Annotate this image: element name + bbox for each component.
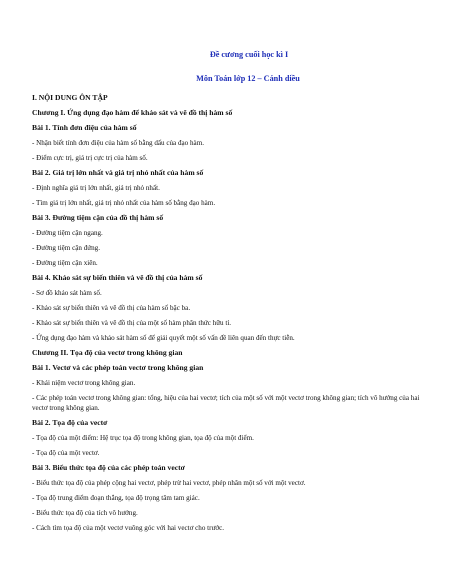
content-line: - Tọa độ trung điểm đoạn thẳng, tọa độ trọng tâm tam giác. — [32, 494, 200, 502]
content-line: - Điểm cực trị, giá trị cực trị của hàm số. — [32, 154, 148, 162]
content-line: - Tìm giá trị lớn nhất, giá trị nhỏ nhất của hàm số bằng đạo hàm. — [32, 199, 216, 207]
section-heading: Bài 3. Đường tiệm cận của đồ thị hàm số — [32, 213, 164, 222]
section-heading: Chương II. Tọa độ của vectơ trong không gian — [32, 348, 183, 357]
content-line: - Đường tiệm cận xiên. — [32, 259, 98, 267]
content-line: - Nhận biết tính đơn điệu của hàm số bằng dấu của đạo hàm. — [32, 139, 204, 147]
section-heading: Bài 4. Khảo sát sự biến thiên và vẽ đồ thị của hàm số — [32, 273, 203, 282]
section-heading: Chương I. Ứng dụng đạo hàm để khảo sát và vẽ đồ thị hàm số — [32, 108, 233, 117]
content-line: - Biểu thức tọa độ của phép cộng hai vectơ, phép trừ hai vectơ, phép nhân một số với một vectơ. — [32, 479, 306, 487]
content-line: - Tọa độ của một vectơ. — [32, 449, 100, 457]
content-line: - Ứng dụng đạo hàm và khảo sát hàm số để giải quyết một số vấn đề liên quan đến thực tiễn. — [32, 334, 295, 342]
content-line: - Tọa độ của một điểm: Hệ trục tọa độ trong không gian, tọa độ của một điểm. — [32, 434, 254, 442]
content-line: - Biểu thức tọa độ của tích vô hướng. — [32, 509, 138, 517]
content-line: - Đường tiệm cận ngang. — [32, 229, 103, 237]
section-heading: Bài 3. Biểu thức tọa độ của các phép toán vectơ — [32, 463, 185, 472]
content-line: - Sơ đồ khảo sát hàm số. — [32, 289, 102, 297]
document-body — [32, 93, 428, 533]
content-line: - Cách tìm tọa độ của một vectơ vuông góc với hai vectơ cho trước. — [32, 524, 225, 532]
section-heading: Bài 2. Tọa độ của vectơ — [32, 418, 108, 427]
content-line: - Các phép toán vectơ trong không gian: tổng, hiệu của hai vectơ; tích của một số với một vectơ trong không gian; tích vô hướng của hai vectơ trong không gian. — [32, 394, 420, 412]
section-heading: I. NỘI DUNG ÔN TẬP — [32, 93, 108, 102]
section-heading: Bài 1. Tính đơn điệu của hàm số — [32, 123, 137, 132]
content-line: - Khái niệm vectơ trong không gian. — [32, 379, 136, 387]
document-title: Đề cương cuối học kì I — [209, 50, 289, 59]
content-line: - Khảo sát sự biến thiên và vẽ đồ thị của một số hàm phân thức hữu tỉ. — [32, 319, 232, 327]
section-heading: Bài 2. Giá trị lớn nhất và giá trị nhỏ nhất của hàm số — [32, 168, 204, 177]
content-line: - Định nghĩa giá trị lớn nhất, giá trị nhỏ nhất. — [32, 184, 160, 192]
document-subtitle: Môn Toán lớp 12 – Cánh diều — [196, 74, 300, 83]
content-line: - Khảo sát sự biến thiên và vẽ đồ thị của hàm số bậc ba. — [32, 304, 191, 312]
content-line: - Đường tiệm cận đứng. — [32, 244, 100, 252]
section-heading: Bài 1. Vectơ và các phép toán vectơ trong không gian — [32, 363, 204, 372]
